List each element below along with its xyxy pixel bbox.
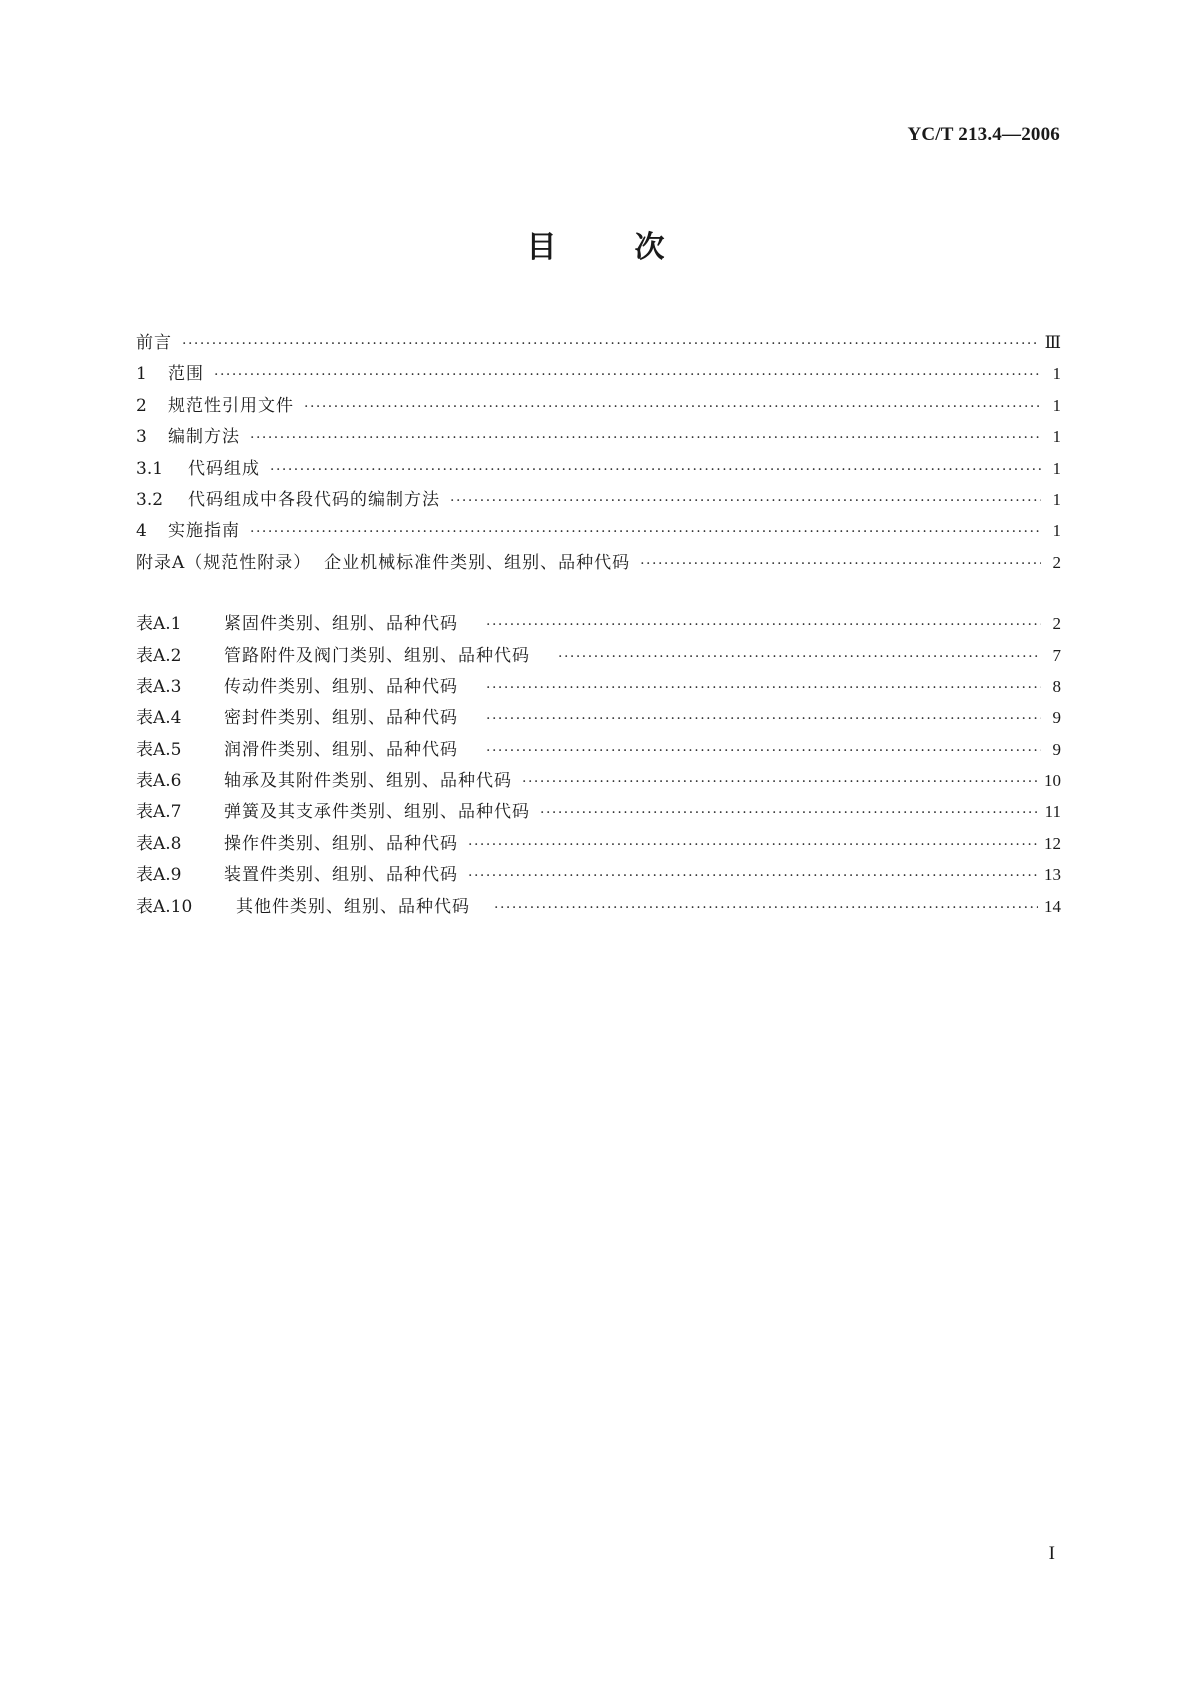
toc-leader-dots: [486, 736, 1041, 767]
toc-table-number: 表A.10: [136, 896, 193, 917]
toc-table-number: 表A.9: [136, 865, 182, 886]
toc-page-number: 14: [1044, 896, 1061, 916]
toc-page-number: 9: [1052, 708, 1061, 728]
toc-table-entry[interactable]: [136, 608, 1061, 639]
toc-table-entry[interactable]: [136, 702, 1061, 733]
toc-leader-dots: [468, 861, 1038, 892]
toc-page-number: 10: [1044, 771, 1061, 791]
toc-tables: [136, 608, 1061, 922]
toc-table-title: 操作件类别、组别、品种代码: [224, 833, 458, 854]
toc-page-number: 1: [1052, 489, 1061, 509]
standard-code: YC/T 213.4—2006: [907, 124, 1060, 145]
toc-table-title: 紧固件类别、组别、品种代码: [224, 614, 458, 635]
toc-table-number: 表A.3: [136, 676, 182, 697]
toc-page-number: 1: [1052, 395, 1061, 415]
toc-entry-title: 代码组成: [188, 458, 260, 479]
toc-table-title: 弹簧及其支承件类别、组别、品种代码: [224, 802, 530, 823]
toc-entry-title: 代码组成中各段代码的编制方法: [188, 489, 440, 510]
toc-table-number: 表A.2: [136, 645, 182, 666]
toc-table-entry[interactable]: [136, 671, 1061, 702]
toc-entry-code-structure[interactable]: [136, 453, 1061, 484]
table-of-contents: [136, 327, 1061, 922]
toc-entry-number: 3: [136, 427, 147, 448]
toc-leader-dots: [450, 486, 1041, 517]
toc-leader-dots: [182, 329, 1039, 360]
toc-page-number: 13: [1044, 865, 1061, 885]
toc-entry-title: 实施指南: [168, 521, 240, 542]
toc-entry-number: 4: [136, 521, 147, 542]
toc-entry-number: 2: [136, 395, 147, 416]
toc-page-number: 12: [1044, 833, 1061, 853]
toc-entry-foreword[interactable]: [136, 327, 1061, 358]
toc-table-title: 密封件类别、组别、品种代码: [224, 708, 458, 729]
toc-page-number: 1: [1052, 458, 1061, 478]
footer-page-number: I: [1048, 1543, 1055, 1564]
toc-table-number: 表A.8: [136, 833, 182, 854]
toc-table-entry[interactable]: [136, 734, 1061, 765]
toc-entry-number: 3.2: [136, 489, 164, 510]
toc-table-entry[interactable]: [136, 765, 1061, 796]
toc-entry-coding-method[interactable]: [136, 421, 1061, 452]
toc-entry-normative-references[interactable]: [136, 390, 1061, 421]
toc-entry-title: 范围: [168, 364, 204, 385]
toc-page-number: 11: [1044, 802, 1061, 822]
toc-leader-dots: [486, 610, 1041, 641]
toc-table-title: 其他件类别、组别、品种代码: [236, 896, 470, 917]
toc-entry-annex-a[interactable]: [136, 547, 1061, 578]
toc-sections: [136, 327, 1061, 578]
toc-leader-dots: [486, 704, 1041, 735]
toc-leader-dots: [494, 893, 1038, 924]
page-title: 目次: [526, 230, 743, 265]
toc-leader-dots: [486, 673, 1041, 704]
toc-table-title: 传动件类别、组别、品种代码: [224, 676, 458, 697]
toc-leader-dots: [250, 423, 1041, 454]
toc-page-number: 1: [1052, 521, 1061, 541]
toc-page-number: 9: [1052, 739, 1061, 759]
toc-page-number: 2: [1052, 614, 1061, 634]
toc-leader-dots: [270, 455, 1041, 486]
toc-entry-number: 1: [136, 364, 147, 385]
toc-entry-segment-coding[interactable]: [136, 484, 1061, 515]
toc-leader-dots: [250, 517, 1041, 548]
toc-leader-dots: [522, 767, 1038, 798]
toc-page-number: 8: [1052, 676, 1061, 696]
toc-table-entry[interactable]: [136, 828, 1061, 859]
toc-entry-title: 前言: [136, 333, 172, 353]
toc-leader-dots: [540, 798, 1039, 829]
toc-leader-dots: [468, 830, 1038, 861]
toc-table-entry[interactable]: [136, 891, 1061, 922]
toc-page-number: 7: [1052, 645, 1061, 665]
toc-entry-scope[interactable]: [136, 358, 1061, 389]
toc-entry-number: 3.1: [136, 458, 164, 479]
toc-table-number: 表A.5: [136, 739, 182, 760]
toc-page-number: Ⅲ: [1044, 333, 1061, 352]
toc-leader-dots: [558, 642, 1041, 673]
toc-leader-dots: [214, 360, 1041, 391]
toc-table-number: 表A.6: [136, 771, 182, 792]
toc-entry-title: 编制方法: [168, 427, 240, 448]
toc-table-number: 表A.1: [136, 614, 182, 635]
toc-page-number: 1: [1052, 364, 1061, 384]
toc-leader-dots: [304, 392, 1041, 423]
toc-page-number: 2: [1052, 552, 1061, 572]
toc-table-entry[interactable]: [136, 796, 1061, 827]
toc-table-title: 轴承及其附件类别、组别、品种代码: [224, 771, 512, 792]
toc-table-title: 装置件类别、组别、品种代码: [224, 865, 458, 886]
toc-table-entry[interactable]: [136, 640, 1061, 671]
toc-page-number: 1: [1052, 427, 1061, 447]
toc-table-number: 表A.7: [136, 802, 182, 823]
toc-entry-title: 规范性引用文件: [168, 395, 294, 416]
toc-table-number: 表A.4: [136, 708, 182, 729]
toc-entry-title: 附录A（规范性附录） 企业机械标准件类别、组别、品种代码: [136, 552, 631, 573]
toc-table-entry[interactable]: [136, 859, 1061, 890]
toc-entry-implementation-guide[interactable]: [136, 515, 1061, 546]
toc-table-title: 润滑件类别、组别、品种代码: [224, 739, 458, 760]
toc-leader-dots: [640, 549, 1041, 580]
toc-table-title: 管路附件及阀门类别、组别、品种代码: [224, 645, 530, 666]
